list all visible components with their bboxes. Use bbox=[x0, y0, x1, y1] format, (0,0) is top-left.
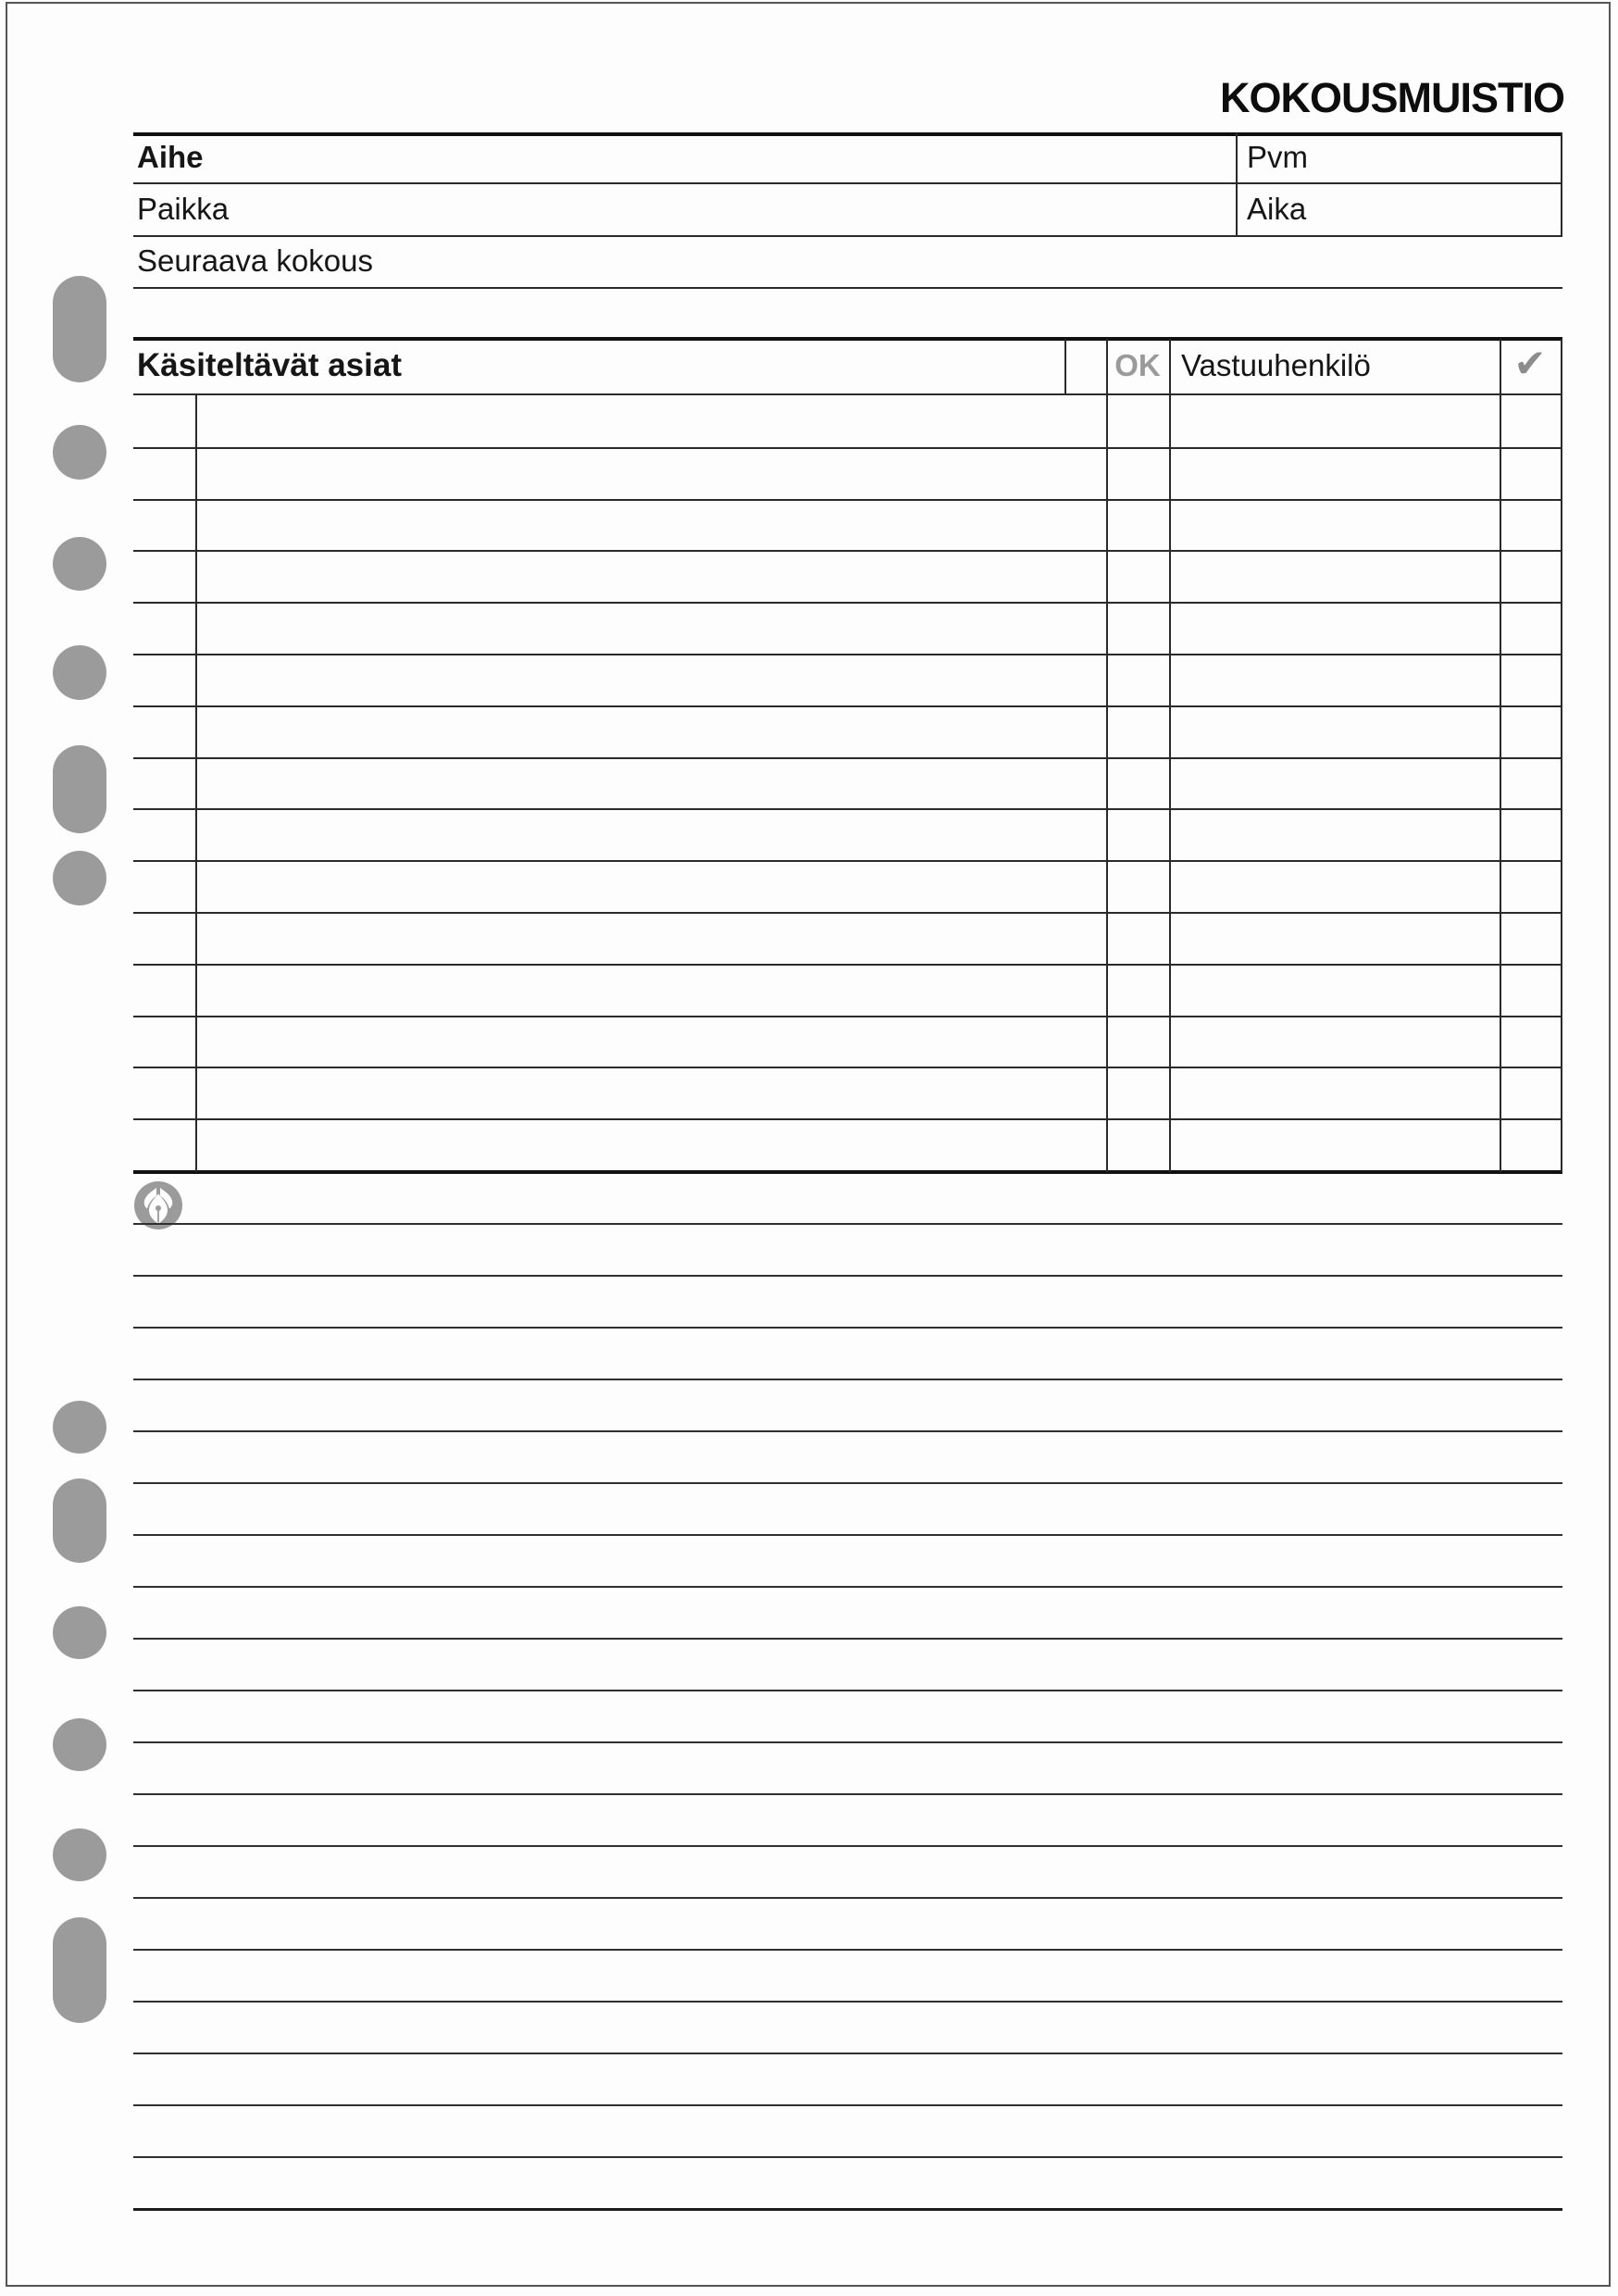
note-line bbox=[133, 2053, 1562, 2054]
next-meeting-field-area bbox=[398, 237, 1560, 285]
note-line bbox=[133, 1379, 1562, 1380]
agenda-row-line bbox=[133, 1067, 1562, 1068]
time-field-area bbox=[1324, 184, 1560, 233]
binder-hole bbox=[53, 1606, 106, 1659]
note-line bbox=[133, 1793, 1562, 1795]
note-line bbox=[133, 2208, 1562, 2211]
note-line bbox=[133, 2104, 1562, 2106]
note-line bbox=[133, 1949, 1562, 1951]
page-title: KOKOUSMUISTIO bbox=[1219, 74, 1564, 121]
note-line bbox=[133, 1482, 1562, 1484]
date-field-area bbox=[1324, 134, 1560, 182]
divider-number-column bbox=[195, 395, 197, 1172]
agenda-row-line bbox=[133, 1118, 1562, 1120]
ok-header: OK bbox=[1114, 348, 1161, 382]
note-line bbox=[133, 2001, 1562, 2003]
divider-ok-column-right bbox=[1169, 339, 1171, 1172]
note-line bbox=[133, 1638, 1562, 1640]
binder-hole bbox=[53, 1401, 106, 1454]
agenda-row-line bbox=[133, 447, 1562, 449]
note-line bbox=[133, 1223, 1562, 1225]
binder-hole bbox=[53, 276, 106, 382]
agenda-items-header: Käsiteltävät asiat bbox=[137, 347, 402, 383]
binder-hole bbox=[53, 1718, 106, 1771]
note-line bbox=[133, 1897, 1562, 1899]
note-line bbox=[133, 2156, 1562, 2158]
place-label: Paikka bbox=[137, 192, 230, 226]
note-line bbox=[133, 1430, 1562, 1432]
subject-label: Aihe bbox=[137, 140, 204, 174]
agenda-row-line bbox=[133, 860, 1562, 862]
place-field-area bbox=[259, 184, 1231, 233]
binder-hole bbox=[53, 1479, 106, 1563]
note-line bbox=[133, 1534, 1562, 1536]
agenda-row-line bbox=[133, 705, 1562, 707]
field-box-right-border bbox=[1561, 132, 1562, 237]
divider-date-column bbox=[1236, 132, 1238, 237]
next-meeting-label: Seuraava kokous bbox=[137, 243, 373, 278]
note-line bbox=[133, 1741, 1562, 1743]
agenda-header-bottom-border bbox=[133, 393, 1562, 395]
agenda-table-bottom-border bbox=[133, 1170, 1562, 1174]
note-line bbox=[133, 1690, 1562, 1691]
note-line bbox=[133, 1275, 1562, 1277]
binder-hole bbox=[53, 1917, 106, 2023]
binder-hole bbox=[53, 537, 106, 591]
binder-hole bbox=[53, 645, 106, 700]
subject-field-area bbox=[241, 134, 1231, 182]
divider-ok-column-left bbox=[1106, 339, 1108, 1172]
divider-check-column bbox=[1500, 339, 1501, 1172]
note-line bbox=[133, 1845, 1562, 1847]
agenda-row-line bbox=[133, 654, 1562, 655]
agenda-row-line bbox=[133, 964, 1562, 966]
note-line bbox=[133, 1586, 1562, 1588]
binder-hole bbox=[53, 851, 106, 905]
date-label: Pvm bbox=[1247, 140, 1308, 174]
responsible-header: Vastuuhenkilö bbox=[1181, 348, 1371, 382]
agenda-table-right-border bbox=[1561, 339, 1562, 1172]
agenda-header-items-right-border bbox=[1064, 339, 1066, 393]
rule-line-next-meeting-bottom bbox=[133, 287, 1562, 289]
agenda-row-line bbox=[133, 550, 1562, 552]
agenda-row-line bbox=[133, 602, 1562, 604]
agenda-row-line bbox=[133, 808, 1562, 810]
time-label: Aika bbox=[1247, 192, 1307, 226]
agenda-row-line bbox=[133, 757, 1562, 759]
binder-hole bbox=[53, 745, 106, 833]
done-check-icon: ✔ bbox=[1513, 342, 1547, 385]
binder-hole bbox=[53, 425, 106, 480]
agenda-row-line bbox=[133, 1016, 1562, 1017]
agenda-row-line bbox=[133, 499, 1562, 501]
binder-hole bbox=[53, 1828, 106, 1881]
agenda-row-line bbox=[133, 912, 1562, 914]
note-line bbox=[133, 1327, 1562, 1329]
